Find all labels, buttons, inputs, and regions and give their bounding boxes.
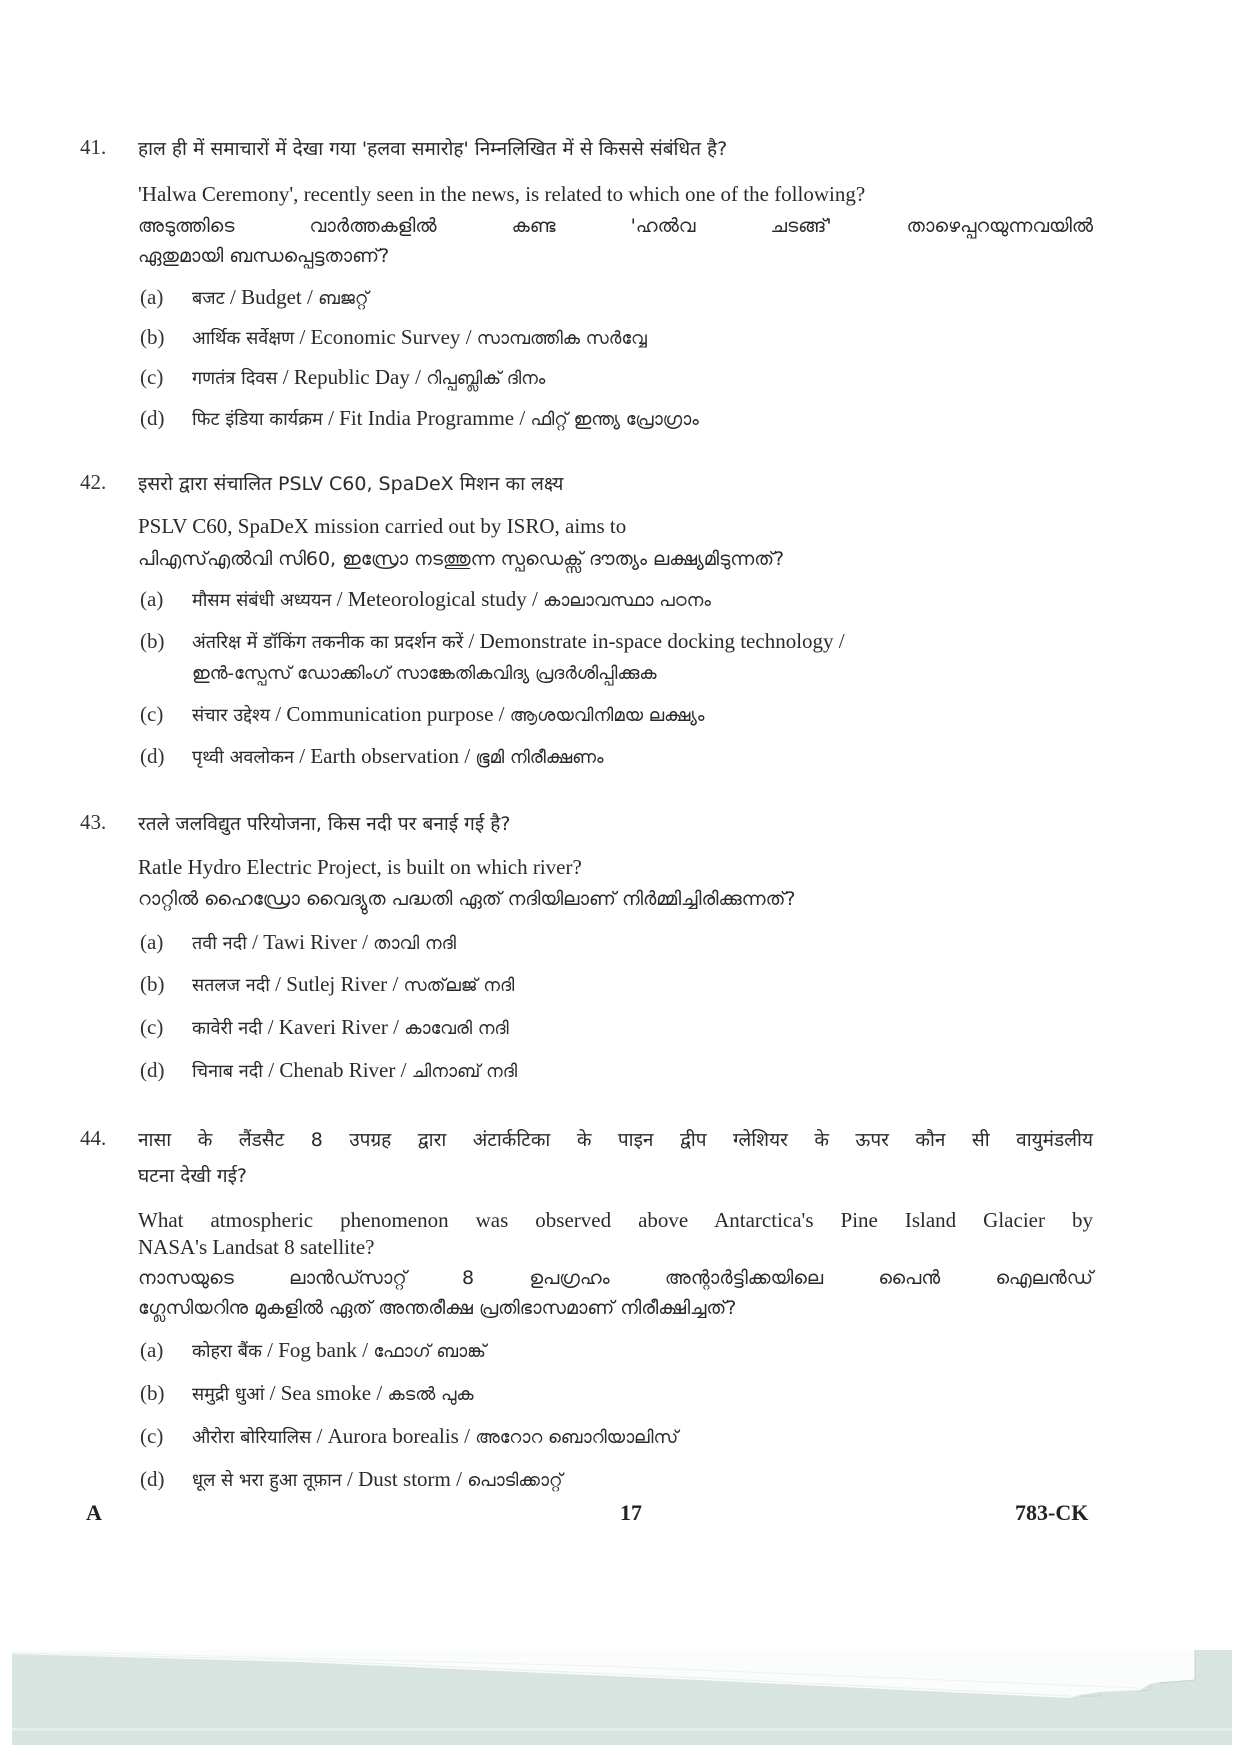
question-number: 43. (80, 810, 107, 834)
question-text-hindi: इसरो द्वारा संचालित PSLV C60, SpaDeX मिशन का लक्ष्य (138, 473, 564, 495)
option-malayalam: കാലാവസ്ഥാ പഠനം (543, 590, 711, 611)
option-malayalam: അറോറ ബൊറിയാലിസ് (475, 1427, 679, 1448)
separator: / (270, 702, 287, 726)
option-a (140, 928, 456, 958)
separator: / (294, 325, 311, 349)
option-malayalam: ചിനാബ് നദി (411, 1061, 518, 1082)
separator: / (514, 406, 531, 430)
option-english: Demonstrate in-space docking technology (479, 629, 834, 653)
question-text-english-line2: NASA's Landsat 8 satellite? (138, 1235, 375, 1259)
option-english: Chenab River (279, 1058, 396, 1082)
question-number: 44. (80, 1126, 107, 1150)
option-label: (c) (140, 365, 164, 389)
option-english: Aurora borealis (327, 1424, 459, 1448)
separator: / (387, 972, 404, 996)
option-malayalam: റിപ്പബ്ലിക് ദിനം (426, 368, 546, 389)
option-english: Sutlej River (286, 972, 388, 996)
option-c (140, 1422, 678, 1452)
option-hindi: तवी नदी (192, 933, 247, 954)
question-text-malayalam-line1: അടുത്തിടെ വാർത്തകളിൽ കണ്ട 'ഹൽവ ചടങ്ങ്' താഴെപ്പറയുന്നവയിൽ (138, 215, 1093, 237)
separator: / (246, 930, 264, 954)
option-english: Communication purpose (286, 702, 494, 726)
question-text-malayalam-line2: ഏതുമായി ബന്ധപ്പെട്ടതാണ്? (138, 245, 390, 267)
option-c (140, 700, 704, 730)
option-hindi: कोहरा बैंक (192, 1341, 262, 1362)
separator: / (356, 930, 374, 954)
question-text-malayalam-line2: ഗ്ലേസിയറിനു മുകളിൽ ഏത് അന്തരീക്ഷ പ്രതിഭാസമാണ് നിരീക്ഷിച്ചത്? (138, 1297, 737, 1319)
option-b (140, 627, 845, 657)
option-english: Budget (241, 285, 302, 309)
option-label: (c) (140, 1424, 164, 1448)
separator: / (387, 1015, 405, 1039)
option-english: Dust storm (358, 1467, 451, 1491)
option-english: Fit India Programme (339, 406, 515, 430)
option-hindi: समुद्री धुआं (192, 1384, 265, 1405)
separator: / (341, 1467, 359, 1491)
option-b (140, 323, 647, 353)
question-number: 41. (80, 135, 107, 159)
option-english: Earth observation (310, 744, 460, 768)
option-label: (b) (140, 325, 165, 349)
option-label: (b) (140, 629, 165, 653)
separator: / (460, 325, 477, 349)
separator: / (395, 1058, 412, 1082)
option-english: Kaveri River (278, 1015, 388, 1039)
option-label: (a) (140, 1338, 164, 1362)
option-d (140, 404, 699, 434)
option-label: (d) (140, 1467, 165, 1491)
option-english: Sea smoke (280, 1381, 372, 1405)
option-label: (d) (140, 744, 165, 768)
option-label: (b) (140, 1381, 165, 1405)
separator: / (833, 629, 845, 653)
option-hindi: चिनाब नदी (192, 1061, 263, 1082)
separator: / (357, 1338, 374, 1362)
option-malayalam: ആശയവിനിമയ ലക്ഷ്യം (509, 705, 705, 726)
separator: / (331, 587, 348, 611)
option-malayalam: താവി നദി (373, 933, 456, 954)
option-hindi: आर्थिक सर्वेक्षण (192, 328, 295, 349)
question-text-hindi-line2: घटना देखी गई? (138, 1165, 248, 1187)
question-text-hindi: रतले जलविद्युत परियोजना, किस नदी पर बनाई गई है? (138, 813, 511, 835)
question-text-hindi-line1: नासा के लैंडसैट 8 उपग्रह द्वारा अंटार्कटिका के पाइन द्वीप ग्लेशियर के ऊपर कौन सी वायुमंडलीय (138, 1129, 1093, 1151)
separator: / (261, 1338, 279, 1362)
separator: / (269, 972, 287, 996)
separator: / (224, 285, 242, 309)
option-hindi: फिट इंडिया कार्यक्रम (192, 409, 323, 430)
option-a (140, 585, 711, 615)
option-malayalam: സാമ്പത്തിക സർവ്വേ (476, 328, 647, 349)
option-label: (a) (140, 930, 164, 954)
option-english: Economic Survey (310, 325, 461, 349)
option-label: (a) (140, 587, 164, 611)
question-text-english-line1: What atmospheric phenomenon was observed above Antarctica's Pine Island Glacier by (138, 1208, 1093, 1232)
separator: / (463, 629, 480, 653)
scan-artifact-line (12, 1728, 1232, 1731)
option-d (140, 1056, 517, 1086)
option-english: Meteorological study (347, 587, 527, 611)
separator: / (371, 1381, 388, 1405)
option-malayalam: കാവേരി നദി (404, 1018, 509, 1039)
option-a (140, 1336, 486, 1366)
option-label: (c) (140, 1015, 164, 1039)
option-label: (c) (140, 702, 164, 726)
option-hindi: औरोरा बोरियालिस (192, 1427, 312, 1448)
separator: / (262, 1058, 280, 1082)
option-d (140, 1465, 563, 1495)
question-text-english: Ratle Hydro Electric Project, is built on which river? (138, 855, 582, 879)
separator: / (277, 365, 294, 389)
option-english: Fog bank (278, 1338, 357, 1362)
separator: / (294, 744, 311, 768)
option-hindi: बजट (192, 288, 225, 309)
option-b-malayalam: ഇൻ-സ്പേസ് ഡോക്കിംഗ് സാങ്കേതികവിദ്യ പ്രദർശിപ്പിക്കുക (192, 663, 657, 684)
separator: / (458, 1424, 476, 1448)
option-d (140, 742, 604, 772)
option-malayalam: ബജറ്റ് (318, 288, 369, 309)
option-hindi: पृथ्वी अवलोकन (192, 747, 295, 768)
option-hindi: संचार उद्देश्य (192, 705, 271, 726)
separator: / (264, 1381, 281, 1405)
option-hindi: अंतरिक्ष में डॉकिंग तकनीक का प्रदर्शन करें (192, 632, 464, 653)
option-malayalam: ഭൂമി നിരീക്ഷണം (475, 747, 604, 768)
question-text-malayalam: റാറ്റിൽ ഹൈഡ്രോ വൈദ്യുത പദ്ധതി ഏത് നദിയിലാണ് നിർമ്മിച്ചിരിക്കുന്നത്? (138, 888, 796, 910)
option-hindi: सतलज नदी (192, 975, 270, 996)
question-number: 42. (80, 470, 107, 494)
question-text-malayalam-line1: നാസയുടെ ലാൻഡ്സാറ്റ് 8 ഉപഗ്രഹം അന്റാർട്ടിക്കയിലെ പൈൻ ഐലൻഡ് (138, 1267, 1093, 1289)
separator: / (301, 285, 319, 309)
separator: / (311, 1424, 328, 1448)
option-malayalam: സത്‌ലജ് നദി (403, 975, 515, 996)
option-a (140, 283, 368, 313)
option-hindi: कावेरी नदी (192, 1018, 263, 1039)
option-malayalam: പൊടിക്കാറ്റ് (467, 1470, 563, 1491)
separator: / (459, 744, 476, 768)
question-text-malayalam: പിഎസ്എൽവി സി60, ഇസ്രോ നടത്തുന്ന സ്പഡെക്സ് ദൗത്യം ലക്ഷ്യമിടുന്നത്? (138, 548, 785, 570)
option-english: Tawi River (263, 930, 357, 954)
option-label: (a) (140, 285, 164, 309)
separator: / (409, 365, 427, 389)
option-hindi: धूल से भरा हुआ तूफ़ान (192, 1470, 342, 1491)
separator: / (526, 587, 544, 611)
option-malayalam: ഫിറ്റ് ഇന്ത്യ പ്രോഗ്രാം (530, 409, 699, 430)
series-code: A (86, 1500, 102, 1525)
option-b (140, 970, 514, 1000)
option-label: (b) (140, 972, 165, 996)
option-label: (d) (140, 406, 165, 430)
question-text-hindi: हाल ही में समाचारों में देखा गया 'हलवा समारोह' निम्नलिखित में से किससे संबंधित है? (138, 138, 728, 160)
option-hindi: मौसम संबंधी अध्ययन (192, 590, 332, 611)
paper-code: 783-CK (1015, 1500, 1089, 1525)
option-label: (d) (140, 1058, 165, 1082)
option-hindi: गणतंत्र दिवस (192, 368, 278, 389)
separator: / (450, 1467, 468, 1491)
option-malayalam: ഫോഗ് ബാങ്ക് (373, 1341, 486, 1362)
option-english: Republic Day (293, 365, 410, 389)
question-text-english: 'Halwa Ceremony', recently seen in the news, is related to which one of the following? (138, 182, 866, 206)
separator: / (262, 1015, 279, 1039)
paper-stack-edges (0, 1640, 1241, 1720)
option-c (140, 363, 545, 393)
option-malayalam: കടൽ പുക (387, 1384, 474, 1405)
question-text-english: PSLV C60, SpaDeX mission carried out by ISRO, aims to (138, 514, 627, 538)
separator: / (322, 406, 340, 430)
separator: / (493, 702, 510, 726)
option-b (140, 1379, 474, 1409)
page-number: 17 (620, 1500, 642, 1525)
option-c (140, 1013, 509, 1043)
